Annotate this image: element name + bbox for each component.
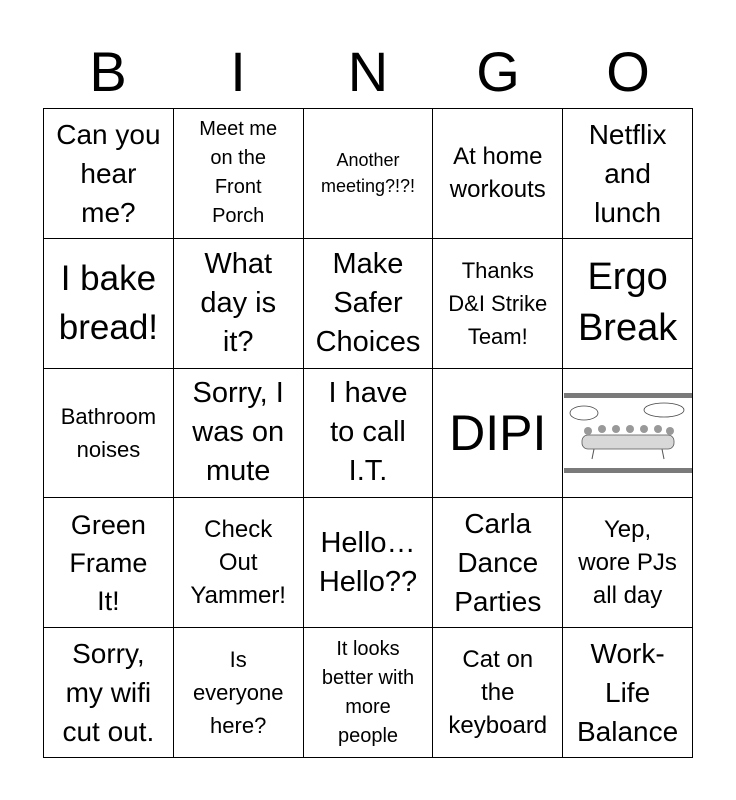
bingo-cell[interactable] (563, 628, 693, 758)
header-letter-o: O (606, 40, 650, 103)
cell-text: Hello… Hello?? (318, 526, 418, 598)
bingo-cell[interactable] (174, 239, 304, 369)
cell-text: Yep, wore PJs all day (578, 516, 677, 610)
bingo-cell[interactable] (433, 628, 563, 758)
bingo-cell[interactable] (304, 498, 434, 628)
cell-text: Sorry, my wifi cut out. (62, 638, 155, 748)
header-letter-n: N (347, 40, 389, 103)
bingo-cell[interactable] (174, 498, 304, 628)
bingo-cell[interactable] (433, 369, 563, 499)
bingo-cell[interactable] (44, 628, 174, 758)
bingo-cell[interactable] (174, 628, 304, 758)
bingo-cell[interactable] (433, 498, 563, 628)
cell-text: Carla Dance Parties (454, 508, 542, 618)
header-letter-g: G (476, 40, 520, 103)
cell-text: What day is it? (200, 247, 277, 358)
cell-text: Meet me on the Front Porch (199, 118, 278, 228)
meeting-cartoon-image (564, 393, 692, 473)
cell-text: Can you hear me? (56, 118, 161, 228)
bingo-cell[interactable] (174, 369, 304, 499)
bingo-cell[interactable] (563, 109, 693, 239)
cell-text: Work- Life Balance (577, 638, 679, 748)
cell-text: Cat on the keyboard (448, 646, 548, 740)
bingo-cell[interactable] (304, 239, 434, 369)
bingo-cell[interactable] (44, 109, 174, 239)
cell-text: Bathroom noises (60, 403, 157, 462)
cell-text: Check Out Yammer! (190, 516, 286, 610)
bingo-cell[interactable] (44, 369, 174, 499)
cell-text: At home workouts (449, 143, 546, 204)
cell-text: Make Safer Choices (315, 247, 421, 358)
bingo-cell[interactable] (44, 239, 174, 369)
bingo-cell[interactable] (44, 498, 174, 628)
bingo-header (43, 40, 693, 104)
cell-text: Green Frame It! (69, 509, 148, 616)
header-letter-b: B (89, 40, 127, 103)
bingo-cell[interactable] (304, 628, 434, 758)
bingo-cell[interactable] (174, 109, 304, 239)
cell-text: I bake bread! (58, 259, 159, 348)
bingo-cell[interactable] (304, 369, 434, 499)
bingo-cell[interactable] (563, 239, 693, 369)
cell-text: It looks better with more people (321, 637, 415, 747)
bingo-cell[interactable] (433, 109, 563, 239)
cell-text: Is everyone here? (192, 647, 284, 739)
cell-text: Ergo Break (577, 256, 678, 350)
bingo-card (43, 108, 693, 758)
cell-text: I have to call I.T. (328, 377, 408, 488)
cell-text: DIPI (449, 404, 547, 461)
bingo-cell[interactable] (433, 239, 563, 369)
header-letter-i: I (230, 40, 246, 103)
cell-text: Thanks D&I Strike Team! (448, 257, 548, 349)
bingo-cell-image[interactable] (563, 369, 693, 499)
cell-text: Another meeting?!?! (320, 150, 416, 197)
bingo-cell[interactable] (304, 109, 434, 239)
cell-text: Sorry, I was on mute (192, 377, 285, 488)
bingo-cell[interactable] (563, 498, 693, 628)
cell-text: Netflix and lunch (588, 118, 667, 228)
